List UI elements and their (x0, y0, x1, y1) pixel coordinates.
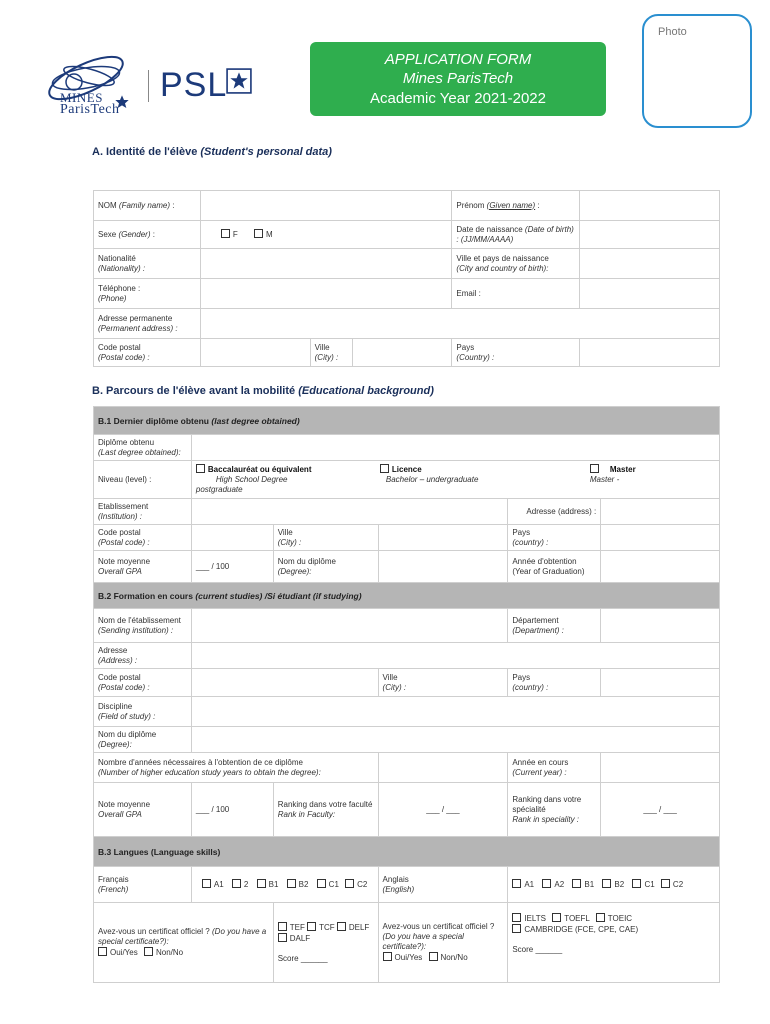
institution-label: Etablissement (Institution) : (94, 499, 192, 525)
country-field[interactable] (580, 339, 720, 367)
fr-a1-checkbox[interactable] (202, 879, 211, 888)
email-label: Email : (452, 279, 580, 309)
nationality-label: Nationalité (Nationality) : (94, 249, 201, 279)
logo-divider (148, 70, 149, 102)
b2-header: B.2 Formation en cours (current studies) /Si étudiant (if studying) (94, 583, 720, 609)
photo-box[interactable] (642, 14, 752, 128)
study-years-label: Nombre d'années nécessaires à l'obtention de ce diplôme (Number of higher education study years to obtain the degree): (94, 753, 379, 783)
postal-code-label: Code postal (Postal code) : (94, 339, 201, 367)
section-b-heading: B. Parcours de l'élève avant la mobilité (Educational background) (92, 385, 434, 397)
fr-b1-checkbox[interactable] (257, 879, 266, 888)
nom-label: NOM (Family name) : (94, 191, 201, 221)
b2-postal-code-field[interactable] (191, 669, 378, 697)
study-years-field[interactable] (378, 753, 508, 783)
english-score[interactable]: Score ______ (512, 945, 563, 954)
degree-obtained-label: Diplôme obtenu (Last degree obtained): (94, 435, 192, 461)
institution-address-field[interactable] (601, 499, 720, 525)
fr-c1-checkbox[interactable] (317, 879, 326, 888)
address-field[interactable] (200, 309, 719, 339)
french-levels: A1 2 B1 B2 C1 C2 (191, 867, 378, 903)
section-a-heading: A. Identité de l'élève (Student's personal data) (92, 146, 332, 158)
en-b2-checkbox[interactable] (602, 879, 611, 888)
sexe-field: F M (200, 221, 452, 249)
master-checkbox[interactable] (590, 464, 599, 473)
b2-postal-code-label: Code postal (Postal code) : (94, 669, 192, 697)
b1-country-label: Pays (country) : (508, 525, 601, 551)
rank-faculty-label: Ranking dans votre faculté Rank in Faculty: (273, 783, 378, 837)
b1-degree-name-label: Nom du diplôme (Degree): (273, 551, 378, 583)
b2-address-label: Adresse (Address) : (94, 643, 192, 669)
b3-header: B.3 Langues (Language skills) (94, 837, 720, 867)
department-field[interactable] (601, 609, 720, 643)
b1-city-field[interactable] (378, 525, 508, 551)
french-label: Français (French) (94, 867, 192, 903)
delf-checkbox[interactable] (337, 922, 346, 931)
b1-city-label: Ville (City) : (273, 525, 378, 551)
toeic-checkbox[interactable] (596, 913, 605, 922)
b1-header: B.1 Dernier diplôme obtenu (last degree obtained) (94, 407, 720, 435)
department-label: Département (Department) : (508, 609, 601, 643)
toefl-checkbox[interactable] (552, 913, 561, 922)
gender-m-checkbox[interactable] (254, 229, 263, 238)
phone-field[interactable] (200, 279, 452, 309)
english-levels: A1 A2 B1 B2 C1 C2 (508, 867, 720, 903)
english-cert-question: Avez-vous un certificat officiel ? (Do you have a special certificate?): Oui/Yes Non/No (378, 903, 508, 983)
fr-b2-checkbox[interactable] (287, 879, 296, 888)
en-c2-checkbox[interactable] (661, 879, 670, 888)
b2-address-field[interactable] (191, 643, 719, 669)
psl-star-icon (226, 68, 252, 94)
b1-postal-code-field[interactable] (191, 525, 273, 551)
degree-obtained-field[interactable] (191, 435, 719, 461)
en-c1-checkbox[interactable] (632, 879, 641, 888)
level-label: Niveau (level) : (94, 461, 192, 499)
rank-faculty-field[interactable]: ___ / ___ (378, 783, 508, 837)
en-b1-checkbox[interactable] (572, 879, 581, 888)
b1-degree-name-field[interactable] (378, 551, 508, 583)
rank-speciality-field[interactable]: ___ / ___ (601, 783, 720, 837)
b1-gpa-field[interactable]: ___ / 100 (191, 551, 273, 583)
country-label: Pays (Country) : (452, 339, 580, 367)
graduation-year-field[interactable] (601, 551, 720, 583)
dob-label: Date de naissance (Date of birth) : (JJ/MM/AAAA) (452, 221, 580, 249)
sending-institution-label: Nom de l'établissement (Sending institution) : (94, 609, 192, 643)
city-field[interactable] (352, 339, 452, 367)
current-year-field[interactable] (601, 753, 720, 783)
postal-code-field[interactable] (200, 339, 310, 367)
en-cert-no-checkbox[interactable] (429, 952, 438, 961)
fr-cert-yes-checkbox[interactable] (98, 947, 107, 956)
en-cert-yes-checkbox[interactable] (383, 952, 392, 961)
current-year-label: Année en cours (Current year) : (508, 753, 601, 783)
french-score[interactable]: Score ______ (277, 953, 328, 963)
fr-a2-checkbox[interactable] (232, 879, 241, 888)
b2-country-label: Pays (country) : (508, 669, 601, 697)
b2-degree-field[interactable] (191, 727, 719, 753)
photo-label: Photo (658, 26, 687, 38)
dob-field[interactable] (580, 221, 720, 249)
ielts-checkbox[interactable] (512, 913, 521, 922)
fr-c2-checkbox[interactable] (345, 879, 354, 888)
b1-postal-code-label: Code postal (Postal code) : (94, 525, 192, 551)
nationality-field[interactable] (200, 249, 452, 279)
tcf-checkbox[interactable] (307, 922, 316, 931)
personal-data-table (93, 190, 720, 367)
en-a2-checkbox[interactable] (542, 879, 551, 888)
b2-city-label: Ville (City) : (378, 669, 508, 697)
tef-checkbox[interactable] (278, 922, 287, 931)
birthplace-label: Ville et pays de naissance (City and country of birth): (452, 249, 580, 279)
email-field[interactable] (580, 279, 720, 309)
french-cert-options: TEF TCF DELF DALF Score ______ (273, 903, 378, 983)
address-label: Adresse permanente (Permanent address) : (94, 309, 201, 339)
english-cert-options: IELTS TOEFL TOEIC CAMBRIDGE (FCE, CPE, CAE) Score ______ (508, 903, 720, 983)
psl-logo: PSL (160, 66, 228, 104)
b1-country-field[interactable] (601, 525, 720, 551)
fr-cert-no-checkbox[interactable] (144, 947, 153, 956)
en-a1-checkbox[interactable] (512, 879, 521, 888)
level-options: Baccalauréat ou équivalent High School Degree postgraduate Licence Bachelor – undergraduate Master Master - (191, 461, 719, 499)
dalf-checkbox[interactable] (278, 933, 287, 942)
city-label: Ville (City) : (310, 339, 352, 367)
b2-gpa-field[interactable]: ___ / 100 (191, 783, 273, 837)
b2-degree-label: Nom du diplôme (Degree): (94, 727, 192, 753)
french-cert-question: Avez-vous un certificat officiel ? (Do you have a special certificate?): Oui/Yes Non/No (94, 903, 274, 983)
application-form-title: APPLICATION FORM Mines ParisTech Academic Year 2021-2022 (310, 42, 606, 116)
graduation-year-label: Année d'obtention (Year of Graduation) (508, 551, 601, 583)
b1-gpa-label: Note moyenne Overall GPA (94, 551, 192, 583)
sending-institution-field[interactable] (191, 609, 507, 643)
bac-checkbox[interactable] (196, 464, 205, 473)
phone-label: Téléphone : (Phone) (94, 279, 201, 309)
institution-field[interactable] (191, 499, 507, 525)
birthplace-field[interactable] (580, 249, 720, 279)
prenom-label: Prénom (Given name) : (452, 191, 580, 221)
sexe-label: Sexe (Gender) : (94, 221, 201, 249)
star-icon (114, 94, 130, 110)
field-of-study-field[interactable] (191, 697, 719, 727)
b2-gpa-label: Note moyenne Overall GPA (94, 783, 192, 837)
nom-field[interactable] (200, 191, 452, 221)
b2-country-field[interactable] (601, 669, 720, 697)
english-label: Anglais (English) (378, 867, 508, 903)
mines-logo-text: MINES ParisTech (60, 90, 120, 117)
institution-address-label: Adresse (address) : (508, 499, 601, 525)
educational-background-table (93, 406, 720, 983)
rank-speciality-label: Ranking dans votre spécialité Rank in speciality : (508, 783, 601, 837)
prenom-field[interactable] (580, 191, 720, 221)
cambridge-checkbox[interactable] (512, 924, 521, 933)
licence-checkbox[interactable] (380, 464, 389, 473)
field-of-study-label: Discipline (Field of study) : (94, 697, 192, 727)
gender-f-checkbox[interactable] (221, 229, 230, 238)
